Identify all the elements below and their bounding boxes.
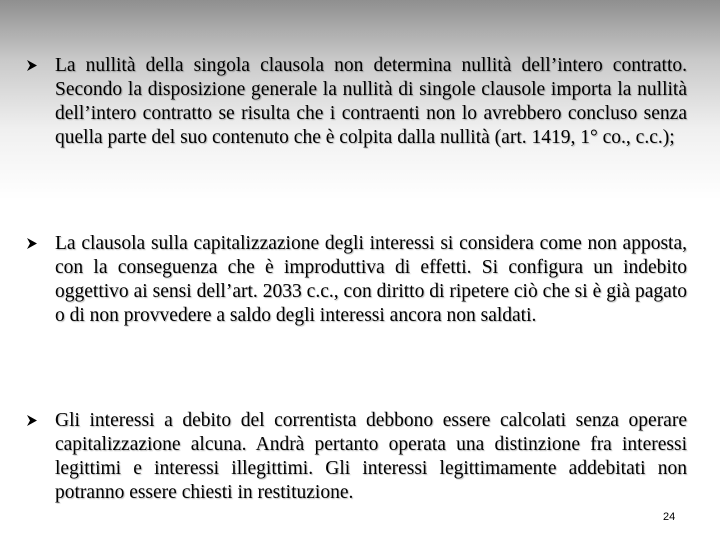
- bullet-text-3: Gli interessi a debito del correntista debbono essere calcolati senza operare capitalizzazione alcuna. Andrà pertanto operata una distinzione fra interessi legittimi e interessi illegittimi. Gli interessi legittimamente addebitati non potranno essere chiesti in restituzione.: [55, 410, 687, 503]
- page-number: 24: [663, 511, 676, 523]
- arrowhead-bullet-icon: [26, 59, 40, 73]
- arrowhead-bullet-icon: [26, 414, 40, 428]
- arrowhead-bullet-icon: [26, 237, 40, 251]
- bullet-text-2: La clausola sulla capitalizzazione degli interessi si considera come non apposta, con la conseguenza che è improduttiva di effetti. Si configura un indebito oggettivo ai sensi dell’art. 2033 c.c., con diritto di ripetere ciò che si è già pagato o di non provvedere a saldo degli interessi ancora non saldati.: [55, 233, 687, 326]
- bullet-text-1: La nullità della singola clausola non determina nullità dell’intero contratto. Secondo la disposizione generale la nullità di singole clausole importa la nullità dell’intero contratto se risulta che i contraenti non lo avrebbero concluso senza quella parte del suo contenuto che è colpita dalla nullità (art. 1419, 1° co., c.c.);: [55, 55, 687, 148]
